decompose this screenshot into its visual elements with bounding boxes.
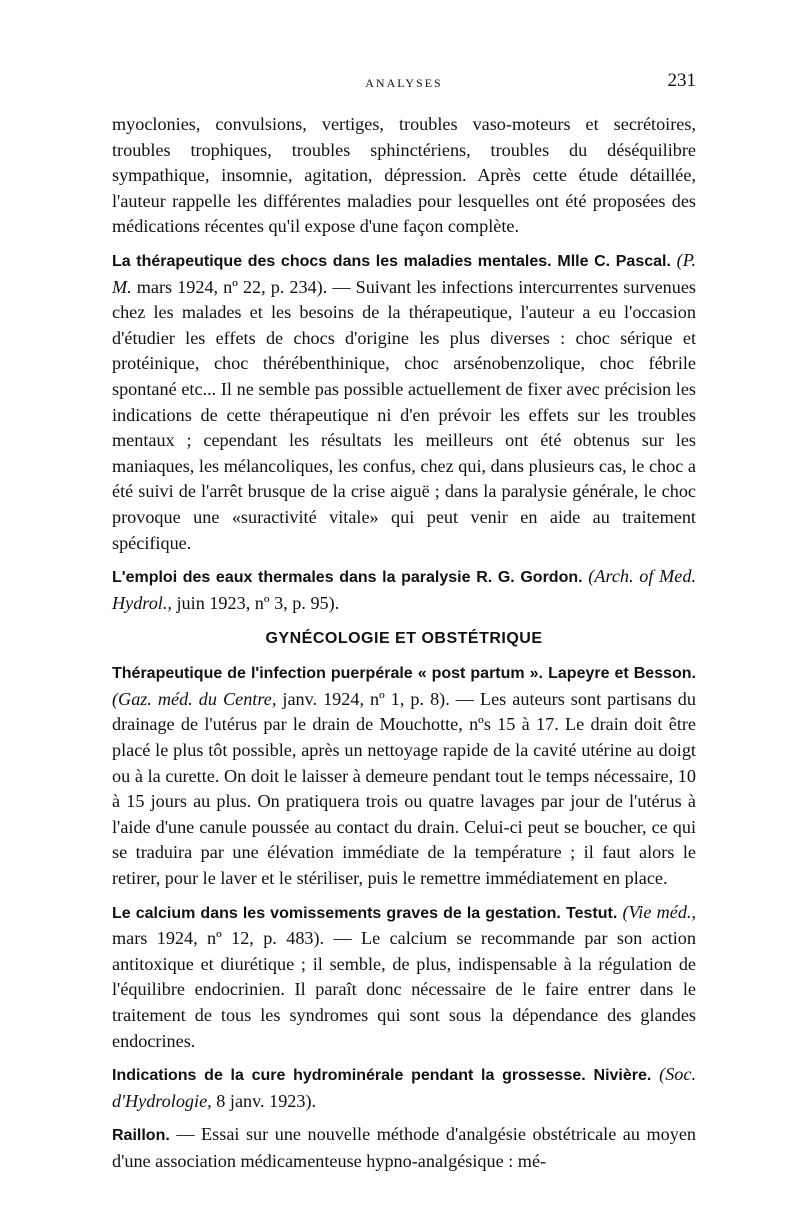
entry-reference: juin 1923, nº 3, p. 95). xyxy=(176,592,340,613)
entry-author: Raillon. xyxy=(112,1127,170,1145)
intro-paragraph: myoclonies, convulsions, vertiges, troubles vaso-moteurs et secrétoires, troubles trophiques, troubles sphinctériens, troubles du déséquilibre sympathique, insomnie, agitation, dépression. Après cette étude détaillée, l'auteur rappelle les différentes maladies pour lesquelles ont été proposées des médications récentes qu'il expose d'une façon complète. xyxy=(112,114,696,237)
entry-body: — Essai sur une nouvelle méthode d'analgésie obstétricale au moyen d'une association médicamenteuse hypno-analgésique : mé- xyxy=(112,1124,697,1171)
entry-author: R. G. Gordon. xyxy=(476,569,583,587)
entry-body: — Les auteurs sont partisans du drainage de l'utérus par le drain de Mouchotte, nºs 15 à 17. Le drain doit être placé le plus tôt possible, après un nettoyage rapide de la cavité utérine au doigt ou à la curette. On doit le laisser à demeure pendant tout le temps nécessaire, 10 à 15 jours au plus. On pratiquera trois ou quatre lavages par jour de l'utérus à l'aide d'une canule poussée au contact du drain. Celui-ci peut se boucher, ce qui se traduira par une élévation immédiate de la température ; il faut alors le retirer, pour le laver et le stériliser, puis le remettre immédiatement en place. xyxy=(112,688,696,889)
entry-reference: 8 janv. 1923). xyxy=(216,1090,317,1111)
entry-source: (Arch. of Med. Hydrol., xyxy=(112,566,697,613)
abstract-entry xyxy=(112,1122,696,1174)
entry-source: (P. M. xyxy=(112,249,697,297)
page xyxy=(112,68,696,1183)
entry-title: Indications de la cure hydrominérale pendant la grossesse. xyxy=(112,1067,586,1085)
entry-source: (Vie méd., xyxy=(622,901,697,922)
entry-title: Thérapeutique de l'infection puerpérale « post partum ». xyxy=(112,665,543,683)
abstract-entry xyxy=(112,248,696,556)
entry-reference: janv. 1924, nº 1, p. 8). xyxy=(282,688,450,709)
entry-body: — Suivant les infections intercurrentes survenues chez les malades et les besoins de la thérapeutique, l'auteur a eu l'occasion d'étudier les effets de chocs d'origine les plus diverses : choc sérique et protéinique, choc thérébenthinique, choc arsénobenzolique, choc fébrile spontané etc... Il ne semble pas possible actuellement de fixer avec précision les indications de cette thérapeutique ni d'en prévoir les effets sur les troubles mentaux ; cependant les résultats les meilleurs ont été obtenus sur les maniaques, les mélancoliques, les confus, chez qui, dans plusieurs cas, le choc a été suivi de l'arrêt brusque de la crise aiguë ; dans la paralysie générale, le choc provoque une «suractivité vitale» qui peut venir en aide au traitement spécifique. xyxy=(112,276,697,553)
abstract-entry xyxy=(112,564,696,616)
entry-author: Nivière. xyxy=(593,1067,652,1085)
entry-source: (Soc. d'Hydrologie, xyxy=(112,1064,697,1111)
entry-reference: mars 1924, nº 22, p. 234). xyxy=(136,276,328,297)
abstract-entry xyxy=(112,660,696,891)
entry-reference: mars 1924, nº 12, p. 483). xyxy=(112,928,325,949)
entry-body: — Le calcium se recommande par son action antitoxique et diurétique ; il semble, de plus, indispensable à la régulation de l'équilibre endocrinien. Il paraît donc nécessaire de le faire entrer dans le traitement de tous les syndromes qui sont sous la dépendance des glandes endocrines. xyxy=(112,928,696,1051)
section-heading: GYNÉCOLOGIE ET OBSTÉTRIQUE xyxy=(265,630,543,648)
running-title: ANALYSES xyxy=(365,76,443,90)
entry-title: L'emploi des eaux thermales dans la paralysie xyxy=(112,569,471,587)
entry-title: La thérapeutique des chocs dans les maladies mentales. xyxy=(112,252,552,270)
entry-author: Mlle C. Pascal. xyxy=(557,252,671,270)
entry-title: Le calcium dans les vomissements graves de la gestation. xyxy=(112,904,561,922)
page-number: 231 xyxy=(667,70,696,91)
page-header xyxy=(112,68,696,96)
entry-source: (Gaz. méd. du Centre, xyxy=(112,688,277,709)
abstract-entry xyxy=(112,900,696,1055)
abstract-entry xyxy=(112,1062,696,1114)
entry-author: Testut. xyxy=(566,904,618,922)
entry-author: Lapeyre et Besson. xyxy=(548,665,696,683)
